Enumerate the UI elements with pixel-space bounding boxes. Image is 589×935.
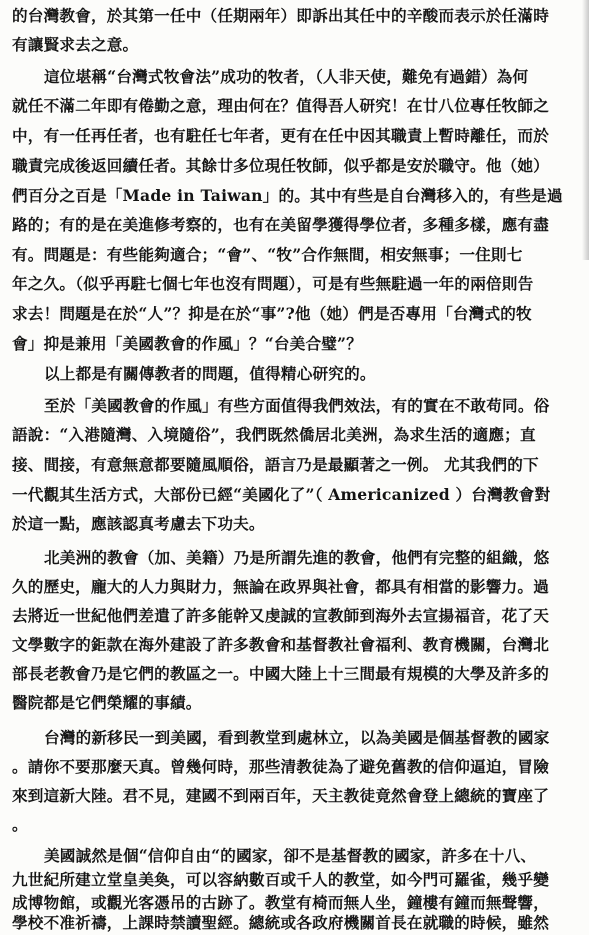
text-line: 去將近一世紀他們差遣了許多能幹又虔誠的宣教師到海外去宣揚福音，花了天 bbox=[12, 606, 549, 625]
text-line: 學校不准祈禱，上課時禁讀聖經。總統或各政府機關首長在就職的時候，雖然 bbox=[12, 913, 549, 932]
text-line: 部長老教會乃是它們的教區之一。中國大陸上十三間最有規模的大學及許多的 bbox=[12, 664, 549, 683]
text-line: 美國誠然是個“信仰自由“的國家，卻不是基督教的國家，許多在十八、 bbox=[44, 846, 537, 865]
text-line: 文學數字的鉅款在海外建設了許多教會和基督教社會福利、教育機關，台灣北 bbox=[12, 635, 549, 654]
text-line: 於這一點，應該認真考慮去下功夫。 bbox=[12, 514, 265, 533]
text-line: 成博物館，或觀光客憑吊的古跡了。教堂有椅而無人坐，鐘樓有鐘而無聲響， bbox=[12, 893, 549, 912]
text-line: 有。問題是：有些能夠適合；“會”、“牧”合作無間，相安無事；一住則七 bbox=[12, 245, 523, 264]
text-line: 中，有一任再任者，也有駐任七年者，更有在任中因其職責上暫時離任，而於 bbox=[12, 126, 549, 145]
text-line: 的台灣教會，於其第一任中（任期兩年）即訴出其任中的辛酸而表示於任滿時 bbox=[12, 6, 549, 25]
text-line: 九世紀所建立堂皇美奐，可以容納數百或千人的教堂，如今門可羅雀，幾乎變 bbox=[12, 870, 549, 889]
text-line: 接、間接，有意無意都要隨風順俗，語言乃是最顯著之一例。 尤其我們的下 bbox=[12, 455, 539, 474]
text-line: 這位堪稱“台灣式牧會法”成功的牧者，（人非天使，難免有過錯）為何 bbox=[44, 67, 529, 86]
text-line: 以上都是有關傳教者的問題，值得精心研究的。 bbox=[44, 364, 376, 383]
text-line: 北美洲的教會（加、美籍）乃是所謂先進的教會，他們有完整的組織，悠 bbox=[44, 548, 550, 567]
text-line: 語說：“入港隨灣、入境隨俗”，我們既然僑居北美洲，為求生活的適應；直 bbox=[12, 425, 536, 444]
text-line: 就任不滿二年即有倦勤之意，理由何在？值得吾人研究！在廿八位專任牧師之 bbox=[12, 96, 549, 115]
text-line: 至於「美國教會的作風」有些方面值得我們效法，有的實在不敢苟同。俗 bbox=[44, 396, 550, 415]
text-line: 一代觀其生活方式，大部份已經“美國化了”（ Americanized ）台灣教會對 bbox=[12, 485, 551, 504]
text-line: 來到這新大陸。君不見，建國不到兩百年，天主教徒竟然會登上總統的寶座了 bbox=[12, 786, 549, 805]
text-line: 台灣的新移民一到美國，看到教堂到處林立，以為美國是個基督教的國家 bbox=[44, 728, 550, 747]
text-line: 職責完成後返回續任者。其餘廿多位現任牧師，似乎都是安於職守。他（她） bbox=[12, 156, 549, 175]
text-line: 。請你不要那麼天真。曾幾何時，那些清教徒為了避免舊教的信仰逼迫，冒險 bbox=[12, 757, 549, 776]
text-line: 。 bbox=[12, 815, 28, 834]
text-line: 會」抑是兼用「美國教會的作風」？“台美合璧”？ bbox=[12, 334, 363, 353]
text-line: 醫院都是它們榮耀的事績。 bbox=[12, 693, 202, 712]
text-line: 有讓賢求去之意。 bbox=[12, 35, 139, 54]
text-line: 年之久。（似乎再駐七個七年也沒有問題），可是有些無駐過一年的兩倍則告 bbox=[12, 274, 534, 293]
text-line: 久的歷史，龐大的人力與財力，無論在政界與社會，都具有相當的影響力。過 bbox=[12, 577, 549, 596]
text-line: 求去！問題是在於“人”？抑是在於“事”?他（她）們是否專用「台灣式的牧 bbox=[12, 304, 532, 323]
text-line: 們百分之百是「Made in Taiwan」的。其中有些是自台灣移入的，有些是過 bbox=[12, 186, 563, 205]
text-line: 路的；有的是在美進修考察的，也有在美留學獲得學位者，多種多樣，應有盡 bbox=[12, 215, 549, 234]
